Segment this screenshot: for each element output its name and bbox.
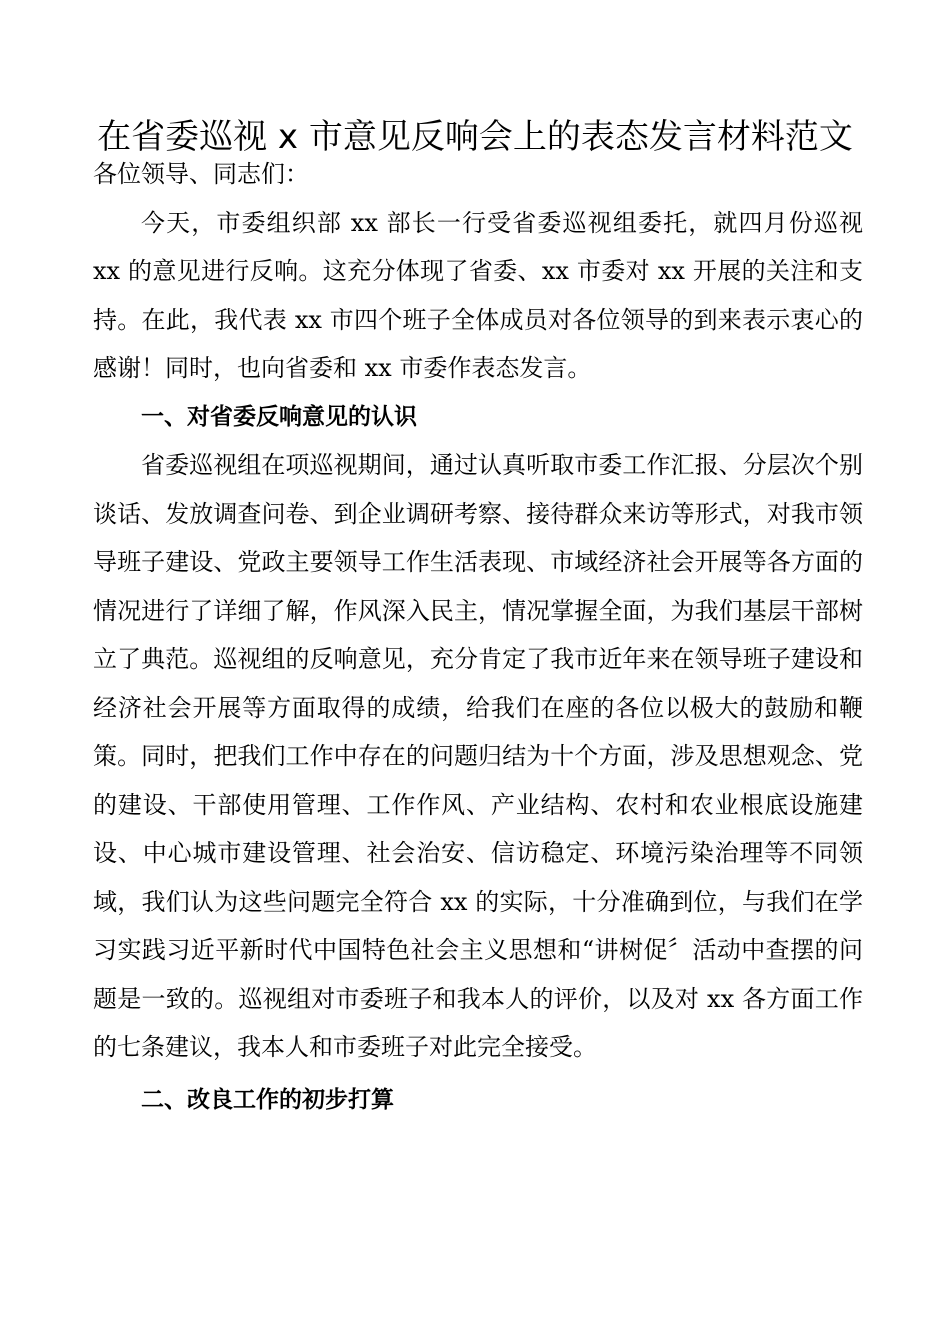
intro-paragraph: 今天，市委组织部 xx 部长一行受省委巡视组委托，就四月份巡视 xx 的意见进行反响。这充分体现了省委、xx 市委对 xx 开展的关注和支持。在此，我代表 xx 市四个班子全体成员对各位领导的到来表示衷心的感谢！同时，也向省委和 xx 市委作表态发言。 (93, 208, 863, 382)
section-heading-2: 二、改良工作的初步打算 (141, 1086, 394, 1113)
document-body (93, 150, 863, 1124)
salutation: 各位领导、同志们： (93, 160, 309, 188)
document-title: 在省委巡视 x 市意见反响会上的表态发言材料范文 (97, 117, 853, 157)
section-1-paragraph: 省委巡视组在项巡视期间，通过认真听取市委工作汇报、分层次个别谈话、发放调查问卷、到企业调研考察、接待群众来访等形式，对我市领导班子建设、党政主要领导工作生活表现、市域经济社会开展等各方面的情况进行了详细了解，作风深入民主，情况掌握全面，为我们基层干部树立了典范。巡视组的反响意见，充分肯定了我市近年来在领导班子建设和经济社会开展等方面取得的成绩，给我们在座的各位以极大的鼓励和鞭策。同时，把我们工作中存在的问题归结为十个方面，涉及思想观念、党的建设、干部使用管理、工作作风、产业结构、农村和农业根底设施建设、中心城市建设管理、社会治安、信访稳定、环境污染治理等不同领域，我们认为这些问题完全符合 xx 的实际，十分准确到位，与我们在学习实践习近平新时代中国特色社会主义思想和“讲树促〞活动中查摆的问题是一致的。巡视组对市委班子和我本人的评价，以及对 xx 各方面工作的七条建议，我本人和市委班子对此完全接受。 (93, 451, 863, 1061)
section-heading-1: 一、对省委反响意见的认识 (141, 403, 417, 430)
